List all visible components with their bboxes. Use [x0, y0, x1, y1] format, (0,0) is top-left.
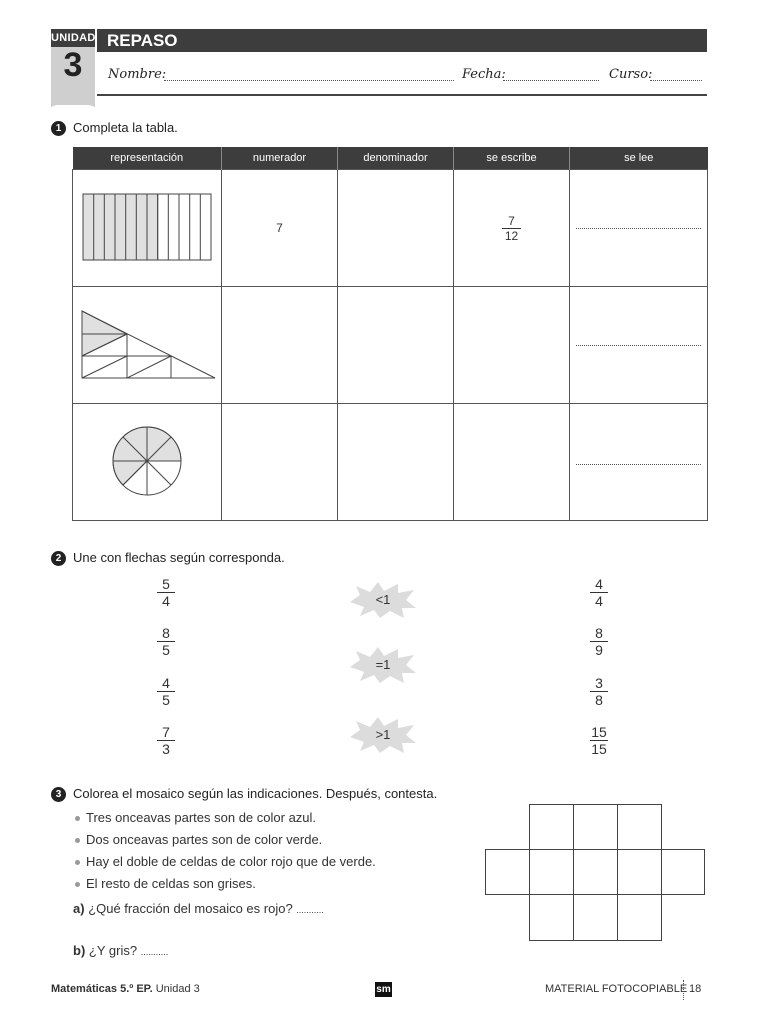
mosaic-cell[interactable]	[529, 804, 574, 850]
left-fraction[interactable]: 4 5	[151, 675, 181, 708]
representation-cell	[73, 170, 222, 287]
answer-line[interactable]	[576, 463, 701, 465]
col-header-se-lee: se lee	[570, 147, 708, 170]
footer-material: MATERIAL FOTOCOPIABLE	[545, 983, 688, 995]
mosaic-cell[interactable]	[485, 849, 530, 895]
instruction-item: Hay el doble de celdas de color rojo que de verde.	[86, 854, 376, 869]
mosaic-cell[interactable]	[573, 849, 618, 895]
denominador-cell[interactable]	[338, 287, 454, 404]
section-3-number: 3	[51, 787, 66, 802]
nombre-field[interactable]	[164, 68, 454, 81]
mosaic-cell[interactable]	[661, 849, 705, 895]
mosaic-grid	[485, 804, 705, 941]
bullet-icon	[75, 838, 80, 843]
answer-line[interactable]	[576, 344, 701, 346]
unit-number: 3	[63, 46, 83, 84]
instruction-item: El resto de celdas son grises.	[86, 876, 256, 891]
fecha-field[interactable]	[503, 68, 599, 81]
se-escribe-cell[interactable]	[454, 287, 570, 404]
publisher-logo: sm	[376, 984, 391, 995]
right-fraction[interactable]: 8 9	[584, 625, 614, 658]
answer-line[interactable]	[576, 227, 701, 229]
mosaic-cell[interactable]	[617, 804, 662, 850]
denominador-cell[interactable]	[338, 170, 454, 287]
se-escribe-cell[interactable]	[454, 404, 570, 521]
se-escribe-cell[interactable]	[454, 170, 570, 287]
numerador-cell[interactable]	[222, 170, 338, 287]
col-header-numerador: numerador	[222, 147, 338, 170]
col-header-se-escribe: se escribe	[454, 147, 570, 170]
written-fraction: $\frac{7}{12}$	[502, 214, 521, 243]
greater-than-one-label[interactable]: >1	[375, 727, 391, 742]
footer-book: Matemáticas 5.º EP. Unidad 3	[51, 983, 200, 995]
bullet-icon	[75, 816, 80, 821]
left-fraction[interactable]: 8 5	[151, 625, 181, 658]
curso-label: Curso:	[609, 67, 653, 82]
fractions-table	[72, 147, 708, 521]
section-2-title: Une con flechas según corresponda.	[73, 550, 285, 565]
numerador-value: 7	[276, 221, 283, 235]
right-fraction[interactable]: 4 4	[584, 576, 614, 609]
unit-tab-notch	[51, 95, 95, 109]
footer-divider	[683, 980, 684, 1000]
answer-b-field[interactable]: ...........	[140, 947, 169, 957]
page-number: 18	[689, 983, 702, 995]
se-lee-cell[interactable]	[570, 404, 708, 521]
representation-cell	[73, 287, 222, 404]
mosaic-cell[interactable]	[573, 894, 618, 941]
triangle-fraction-figure	[77, 304, 217, 384]
header-divider	[97, 94, 707, 96]
instruction-item: Dos onceavas partes son de color verde.	[86, 832, 323, 847]
mosaic-cell[interactable]	[617, 894, 662, 941]
se-lee-cell[interactable]	[570, 287, 708, 404]
nombre-label: Nombre:	[108, 67, 167, 82]
mosaic-cell[interactable]	[573, 804, 618, 850]
mosaic-cell[interactable]	[529, 849, 574, 895]
page-title: REPASO	[97, 29, 707, 52]
right-fraction[interactable]: 15 15	[591, 724, 607, 757]
col-header-denominador: denominador	[338, 147, 454, 170]
numerador-cell[interactable]	[222, 404, 338, 521]
representation-cell	[73, 404, 222, 521]
col-header-representacion: representación	[73, 147, 222, 170]
section-1-number: 1	[51, 121, 66, 136]
question-a: a) ¿Qué fracción del mosaico es rojo? ...........	[73, 901, 324, 916]
less-than-one-label[interactable]: <1	[375, 592, 391, 607]
instruction-item: Tres onceavas partes son de color azul.	[86, 810, 317, 825]
left-fraction[interactable]: 7 3	[151, 724, 181, 757]
bar-fraction-figure	[82, 193, 212, 261]
numerador-cell[interactable]	[222, 287, 338, 404]
section-3-title: Colorea el mosaico según las indicaciones. Después, contesta.	[73, 786, 438, 801]
left-fraction[interactable]: 5 4	[151, 576, 181, 609]
section-1-title: Completa la tabla.	[73, 120, 178, 135]
mosaic-cell[interactable]	[529, 894, 574, 941]
table-row	[73, 170, 708, 287]
table-row	[73, 287, 708, 404]
section-2-number: 2	[51, 551, 66, 566]
fecha-label: Fecha:	[462, 67, 506, 82]
equal-one-label[interactable]: =1	[375, 657, 391, 672]
circle-fraction-figure	[110, 424, 184, 498]
table-row	[73, 404, 708, 521]
right-fraction[interactable]: 3 8	[584, 675, 614, 708]
unit-label: UNIDAD	[51, 29, 95, 47]
bullet-icon	[75, 882, 80, 887]
answer-a-field[interactable]: ...........	[296, 905, 324, 915]
denominador-cell[interactable]	[338, 404, 454, 521]
question-b: b) ¿Y gris? ...........	[73, 943, 169, 958]
curso-field[interactable]	[650, 68, 702, 81]
se-lee-cell[interactable]	[570, 170, 708, 287]
mosaic-cell[interactable]	[617, 849, 662, 895]
bullet-icon	[75, 860, 80, 865]
